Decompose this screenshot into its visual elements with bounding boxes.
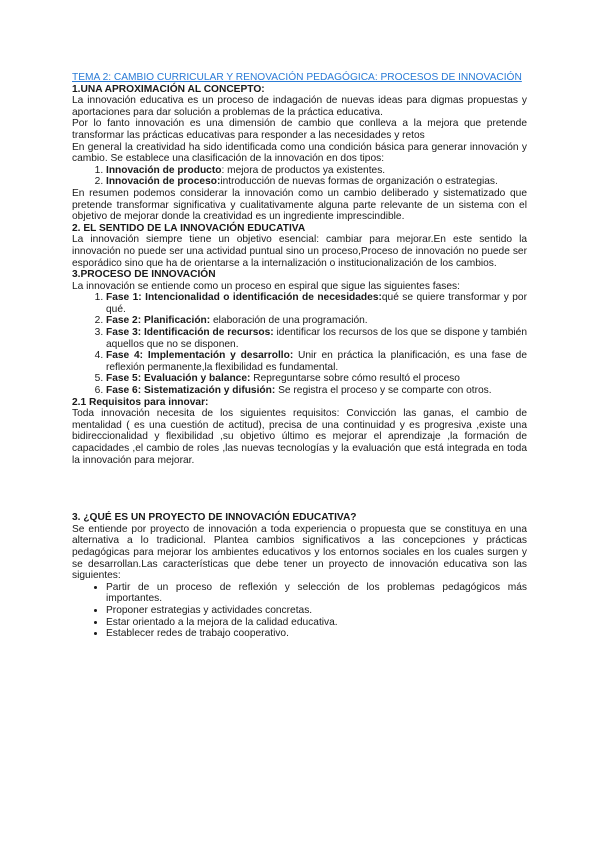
list-item: • Estar orientado a la mejora de la calidad educativa.	[106, 617, 527, 629]
document-title: TEMA 2: CAMBIO CURRICULAR Y RENOVACIÓN PEDAGÓGICA: PROCESOS DE INNOVACIÓN	[72, 72, 522, 83]
list-item: 4. Fase 4: Implementación y desarrollo: Unir en práctica la planificación, es una fase de reflexión permanente,la flexibilidad es fundamental.	[106, 350, 527, 373]
innovation-types-list	[72, 165, 527, 188]
list-item: • Establecer redes de trabajo cooperativo.	[106, 628, 527, 640]
section-2-1-paragraph: Toda innovación necesita de los siguientes requisitos: Convicción las ganas, el cambio de mentalidad ( es una cuestión de actitud), precisa de una continuidad y es progresiva ,existe una bidireccionalidad y flexibilidad ,su objetivo último es mejorar el aprendizaje ,la formación de capacidades ,el cambio de roles ,las nuevas tecnologías y la evaluación que está integrada en toda la innovación para mejorar.	[72, 408, 527, 466]
list-item: • Partir de un proceso de reflexión y selección de los problemas pedagógicos más importantes.	[106, 582, 527, 605]
spacer	[72, 466, 527, 512]
section-3-paragraph: La innovación se entiende como un proceso en espiral que sigue las siguientes fases:	[72, 280, 460, 292]
list-item: 1. Innovación de producto: mejora de productos ya existentes.	[106, 165, 527, 177]
list-item: 1. Fase 1: Intencionalidad o identificación de necesidades:qué se quiere transformar y por qué.	[106, 292, 527, 315]
section-1-paragraph: En resumen podemos considerar la innovación como un cambio deliberado y sistematizado que pretende transformar significativa y cualitativamente alguna parte relevante de un sistema con el objetivo de mejorar donde la creatividad es un ingrediente imprescindible.	[72, 187, 527, 223]
list-item: 5. Fase 5: Evaluación y balance: Repreguntarse sobre cómo resultó el proceso	[106, 373, 527, 385]
section-4-heading: 3. ¿QUÉ ES UN PROYECTO DE INNOVACIÓN EDUCATIVA?	[72, 512, 357, 524]
list-item: 2. Fase 2: Planificación: elaboración de una programación.	[106, 315, 527, 327]
section-1-paragraph: La innovación educativa es un proceso de indagación de nuevas ideas para digmas propuestas y aportaciones para dar solución a problemas de la práctica educativa.	[72, 95, 527, 118]
section-2-heading: 2. EL SENTIDO DE LA INNOVACIÓN EDUCATIVA	[72, 222, 306, 234]
section-1-paragraph: En general la creatividad ha sido identificada como una condición básica para generar innovación y cambio. Se establece una clasificación de la innovación en dos tipos:	[72, 141, 527, 165]
list-item: 6. Fase 6: Sistematización y difusión: Se registra el proceso y se comparte con otros.	[106, 385, 527, 397]
section-4-paragraph: Se entiende por proyecto de innovación a toda experiencia o propuesta que se constituya en una alternativa a lo tradicional. Plantea cambios significativos a las concepciones y prácticas pedagógicas para mejorar los ambientes educativos y los entornos sociales en los cuales surgen y se desarrollan.Las características que debe tener un proyecto de innovación educativa son las siguientes:	[72, 523, 527, 582]
list-item: • Proponer estrategias y actividades concretas.	[106, 605, 527, 617]
section-2-paragraph: La innovación siempre tiene un objetivo esencial: cambiar para mejorar.En este sentido la innovación no puede ser una actividad puntual sino un proceso,Proceso de innovación no puede ser esporádico sino que ha de orientarse a la internalización o institucionalización de los cambios.	[72, 234, 527, 269]
list-item: 2. Innovación de proceso:introducción de nuevas formas de organización o estrategias.	[106, 176, 527, 188]
phases-list	[72, 292, 527, 396]
section-1-paragraph: Por lo fanto innovación es una dimensión de cambio que conlleva a la mejora que pretende transformar las prácticas educativas para responder a las necesidades y retos	[72, 118, 527, 141]
section-2-1-heading: 2.1 Requisitos para innovar:	[72, 396, 209, 408]
section-3-heading: 3.PROCESO DE INNOVACIÓN	[72, 269, 216, 281]
section-1-heading: 1.UNA APROXIMACIÓN AL CONCEPTO:	[72, 83, 265, 95]
characteristics-list	[72, 582, 527, 640]
document-content	[72, 72, 527, 640]
list-item: 3. Fase 3: Identificación de recursos: identificar los recursos de los que se dispone y también aquellos que no se disponen.	[106, 327, 527, 350]
